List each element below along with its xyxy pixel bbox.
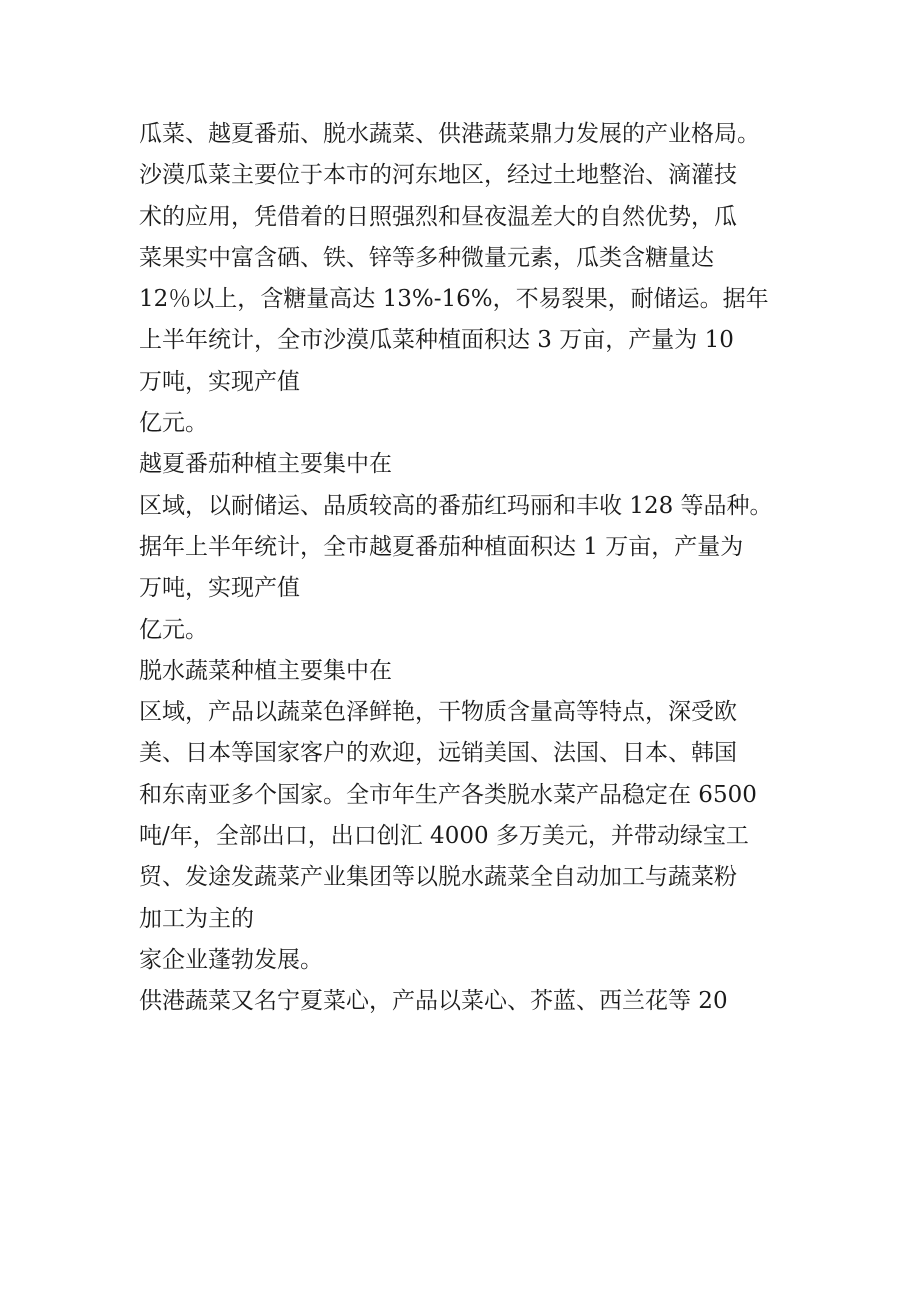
text-line: 越夏番茄种植主要集中在 <box>139 451 392 478</box>
text-line: 区域，以耐储运、品质较高的番茄红玛丽和丰收 128 等品种。 <box>139 492 773 519</box>
text-line: 亿元。 <box>139 410 208 437</box>
text-line: 脱水蔬菜种植主要集中在 <box>139 657 392 684</box>
text-line: 上半年统计，全市沙漠瓜菜种植面积达 3 万亩，产量为 10 <box>139 327 734 354</box>
text-line: 万吨，实现产值 <box>139 575 300 602</box>
text-line: 沙漠瓜菜主要位于本市的河东地区，经过土地整治、滴灌技 <box>139 162 737 189</box>
text-line: 12％以上，含糖量高达 13%-16%，不易裂果，耐储运。据年 <box>139 286 769 313</box>
text-line: 贸、发途发蔬菜产业集团等以脱水蔬菜全自动加工与蔬菜粉 <box>139 864 737 891</box>
text-line: 吨/年，全部出口，出口创汇 4000 多万美元，并带动绿宝工 <box>139 823 749 850</box>
text-line: 家企业蓬勃发展。 <box>139 946 323 973</box>
text-line: 美、日本等国家客户的欢迎，远销美国、法国、日本、韩国 <box>139 740 737 767</box>
text-line: 加工为主的 <box>139 905 254 932</box>
text-line: 据年上半年统计，全市越夏番茄种植面积达 1 万亩，产量为 <box>139 533 744 560</box>
text-line: 术的应用，凭借着的日照强烈和昼夜温差大的自然优势，瓜 <box>139 203 737 230</box>
text-line: 亿元。 <box>139 616 208 643</box>
text-line: 瓜菜、越夏番茄、脱水蔬菜、供港蔬菜鼎力发展的产业格局。 <box>139 121 760 147</box>
text-line: 区域，产品以蔬菜色泽鲜艳，干物质含量高等特点，深受欧 <box>139 699 737 726</box>
text-line: 万吨，实现产值 <box>139 368 300 395</box>
text-line: 菜果实中富含硒、铁、锌等多种微量元素，瓜类含糖量达 <box>139 244 714 271</box>
document-body <box>139 114 789 1023</box>
text-line: 供港蔬菜又名宁夏菜心，产品以菜心、芥蓝、西兰花等 20 <box>139 988 728 1015</box>
text-line: 和东南亚多个国家。全市年生产各类脱水菜产品稳定在 6500 <box>139 781 757 808</box>
